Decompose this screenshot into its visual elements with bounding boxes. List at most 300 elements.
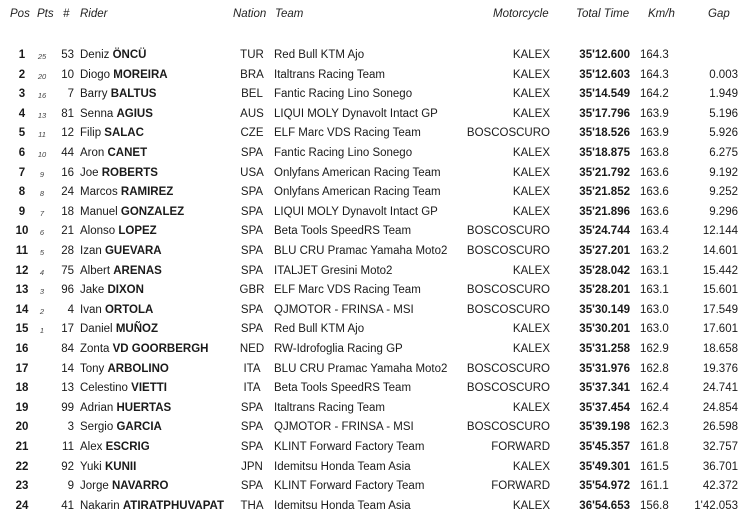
rider-name-cell: [80, 49, 146, 61]
motorcycle-cell: KALEX: [512, 186, 550, 199]
position-cell: 15: [15, 323, 29, 336]
gap-cell: 15.601: [702, 284, 738, 297]
table-row: [0, 47, 745, 67]
rider-number-cell: 11: [62, 441, 74, 453]
rider-first-name: Sergio: [80, 421, 114, 434]
gap-cell: 9.252: [709, 186, 738, 199]
rider-last-name: LOPEZ: [118, 225, 157, 238]
rider-last-name: AGIUS: [116, 107, 153, 120]
header-total-time: Total Time: [576, 8, 630, 20]
gap-cell: 1'42.053: [694, 499, 738, 512]
rider-last-name: VD GOORBERGH: [112, 343, 209, 355]
table-row: [0, 204, 745, 224]
rider-first-name: Alex: [80, 441, 103, 453]
speed-cell: 163.9: [640, 107, 669, 120]
gap-cell: 5.196: [709, 107, 738, 120]
position-cell: 21: [15, 441, 29, 453]
header-nation: Nation: [233, 8, 267, 20]
team-cell: Onlyfans American Racing Team: [274, 166, 441, 179]
rider-number-cell: 84: [61, 343, 74, 355]
speed-cell: 163.2: [640, 245, 669, 257]
gap-cell: 12.144: [702, 225, 738, 238]
rider-last-name: NAVARRO: [111, 480, 169, 493]
rider-last-name: RAMIREZ: [120, 186, 174, 199]
rider-last-name: GUEVARA: [104, 245, 162, 257]
rider-name-cell: [80, 127, 144, 139]
table-row: [0, 419, 745, 439]
speed-cell: 161.1: [640, 480, 669, 493]
speed-cell: 163.6: [640, 205, 669, 218]
nation-cell: SPA: [240, 421, 264, 434]
speed-cell: 161.8: [640, 441, 669, 453]
gap-cell: 5.926: [709, 127, 738, 140]
rider-name-cell: [80, 441, 150, 453]
position-cell: 1: [18, 49, 26, 61]
rider-last-name: MUÑOZ: [115, 323, 158, 336]
speed-cell: 163.0: [640, 303, 669, 316]
header-kmh: Km/h: [648, 8, 675, 20]
total-time-cell: 35'45.357: [579, 441, 630, 453]
rider-last-name: BALTUS: [110, 88, 157, 101]
rider-first-name: Adrian: [80, 401, 114, 414]
position-cell: 14: [15, 303, 29, 316]
team-cell: Italtrans Racing Team: [274, 68, 386, 81]
rider-name-cell: [80, 421, 162, 433]
points-cell: 4: [39, 267, 45, 277]
motorcycle-cell: KALEX: [512, 107, 550, 120]
total-time-cell: 35'12.600: [579, 49, 630, 61]
nation-cell: SPA: [240, 401, 264, 414]
table-row: [0, 125, 745, 145]
rider-number-cell: 44: [61, 147, 74, 159]
gap-cell: 18.658: [702, 343, 738, 355]
rider-name-cell: [80, 225, 157, 237]
rider-last-name: DIXON: [107, 284, 144, 297]
rider-number-cell: 41: [61, 499, 74, 512]
rider-number-cell: 24: [61, 186, 74, 199]
rider-first-name: Daniel: [80, 323, 113, 336]
team-cell: BLU CRU Pramac Yamaha Moto2: [274, 245, 448, 257]
points-cell: 8: [39, 189, 45, 199]
rider-first-name: Ivan: [80, 303, 102, 316]
nation-cell: TUR: [240, 49, 264, 61]
total-time-cell: 35'37.454: [579, 401, 630, 414]
team-cell: LIQUI MOLY Dynavolt Intact GP: [274, 107, 438, 120]
total-time-cell: 35'12.603: [579, 68, 630, 81]
nation-cell: THA: [240, 499, 264, 512]
table-row: [0, 361, 745, 381]
total-time-cell: 35'18.526: [579, 127, 630, 140]
rider-number-cell: 75: [61, 264, 74, 277]
rider-last-name: GARCIA: [116, 421, 162, 434]
total-time-cell: 35'37.341: [579, 382, 630, 395]
team-cell: ELF Marc VDS Racing Team: [274, 127, 421, 140]
position-cell: 12: [15, 264, 29, 277]
speed-cell: 162.3: [640, 421, 669, 434]
motorcycle-cell: KALEX: [512, 68, 550, 81]
total-time-cell: 35'28.042: [579, 264, 630, 277]
speed-cell: 163.1: [640, 264, 669, 277]
position-cell: 19: [15, 401, 29, 414]
rider-number-cell: 4: [67, 303, 74, 316]
position-cell: 16: [15, 343, 29, 355]
table-row: [0, 478, 745, 498]
nation-cell: GBR: [239, 284, 265, 297]
total-time-cell: 35'28.201: [579, 284, 630, 297]
gap-cell: 6.275: [709, 147, 738, 159]
team-cell: Fantic Racing Lino Sonego: [274, 147, 413, 159]
motorcycle-cell: KALEX: [512, 323, 550, 336]
points-cell: 3: [39, 287, 45, 297]
rider-first-name: Celestino: [80, 382, 128, 395]
table-row: [0, 459, 745, 479]
rider-name-cell: [80, 167, 158, 179]
nation-cell: AUS: [240, 107, 264, 120]
position-cell: 8: [18, 186, 26, 199]
rider-number-cell: 13: [61, 382, 74, 395]
motorcycle-cell: BOSCOSCURO: [466, 127, 550, 140]
table-row: [0, 400, 745, 420]
points-cell: 1: [39, 326, 45, 336]
table-row: [0, 67, 745, 87]
rider-number-cell: 14: [61, 362, 74, 375]
motorcycle-cell: KALEX: [512, 205, 550, 218]
motorcycle-cell: KALEX: [512, 264, 550, 277]
table-row: [0, 321, 745, 341]
gap-cell: 15.442: [702, 264, 738, 277]
speed-cell: 163.1: [640, 284, 669, 297]
total-time-cell: 35'39.198: [579, 421, 630, 434]
rider-first-name: Alonso: [80, 225, 116, 238]
table-row: [0, 86, 745, 106]
rider-last-name: GONZALEZ: [120, 205, 185, 218]
gap-cell: 17.549: [702, 303, 738, 316]
table-row: [0, 282, 745, 302]
nation-cell: BEL: [241, 88, 263, 101]
gap-cell: 0.003: [709, 68, 738, 81]
rider-name-cell: [80, 108, 153, 120]
total-time-cell: 35'21.852: [579, 186, 630, 199]
rider-last-name: CANET: [107, 147, 148, 159]
rider-first-name: Nakarin: [80, 499, 120, 512]
header-gap: Gap: [708, 8, 730, 20]
rider-first-name: Filip: [80, 127, 102, 140]
team-cell: BLU CRU Pramac Yamaha Moto2: [274, 362, 448, 375]
rider-number-cell: 3: [67, 421, 74, 434]
total-time-cell: 36'54.653: [579, 499, 630, 512]
team-cell: KLINT Forward Factory Team: [274, 441, 425, 453]
team-cell: Beta Tools SpeedRS Team: [274, 225, 412, 238]
points-cell: 20: [37, 71, 47, 81]
rider-last-name: ÖNCÜ: [112, 49, 147, 61]
points-cell: 13: [37, 110, 47, 120]
total-time-cell: 35'27.201: [579, 245, 630, 257]
team-cell: ITALJET Gresini Moto2: [274, 264, 393, 277]
speed-cell: 162.8: [640, 362, 669, 375]
nation-cell: SPA: [240, 186, 264, 199]
total-time-cell: 35'21.792: [579, 166, 630, 179]
rider-first-name: Senna: [80, 107, 114, 120]
rider-name-cell: [80, 461, 136, 473]
rider-number-cell: 99: [61, 401, 74, 414]
speed-cell: 156.8: [640, 499, 669, 512]
table-row: [0, 223, 745, 243]
header-rider: Rider: [80, 8, 108, 20]
nation-cell: SPA: [240, 264, 264, 277]
speed-cell: 164.3: [640, 49, 669, 61]
rider-name-cell: [80, 382, 167, 394]
rider-first-name: Barry: [80, 88, 108, 101]
header-motorcycle: Motorcycle: [493, 8, 549, 20]
gap-cell: 14.601: [702, 245, 738, 257]
position-cell: 7: [18, 166, 26, 179]
rider-name-cell: [80, 304, 153, 316]
rider-last-name: MOREIRA: [113, 68, 168, 81]
rider-name-cell: [80, 88, 156, 100]
rider-name-cell: [80, 323, 158, 335]
rider-number-cell: 96: [61, 284, 74, 297]
rider-last-name: SALAC: [104, 127, 144, 140]
speed-cell: 162.4: [640, 401, 669, 414]
nation-cell: SPA: [240, 441, 264, 453]
gap-cell: 9.192: [709, 166, 738, 179]
rider-first-name: Manuel: [80, 205, 118, 218]
motorcycle-cell: KALEX: [512, 166, 550, 179]
nation-cell: ITA: [243, 362, 261, 375]
speed-cell: 163.6: [640, 186, 669, 199]
table-row: [0, 439, 745, 459]
nation-cell: USA: [240, 166, 264, 179]
rider-first-name: Marcos: [80, 186, 118, 199]
rider-first-name: Deniz: [80, 49, 110, 61]
speed-cell: 161.5: [640, 460, 669, 473]
speed-cell: 164.2: [640, 88, 669, 101]
motorcycle-cell: BOSCOSCURO: [466, 421, 550, 434]
position-cell: 20: [15, 421, 29, 434]
nation-cell: SPA: [240, 303, 264, 316]
table-row: [0, 165, 745, 185]
gap-cell: 42.372: [702, 480, 738, 493]
nation-cell: SPA: [240, 480, 264, 493]
rider-number-cell: 81: [61, 107, 74, 120]
position-cell: 11: [15, 245, 29, 257]
points-cell: 16: [37, 91, 47, 101]
team-cell: Fantic Racing Lino Sonego: [274, 88, 413, 101]
position-cell: 22: [15, 460, 29, 473]
rider-last-name: ROBERTS: [101, 166, 158, 179]
rider-first-name: Aron: [80, 147, 105, 159]
rider-first-name: Jorge: [80, 480, 109, 493]
motorcycle-cell: BOSCOSCURO: [466, 225, 550, 238]
rider-first-name: Zonta: [80, 343, 110, 355]
motorcycle-cell: FORWARD: [491, 441, 550, 453]
total-time-cell: 35'31.258: [579, 343, 630, 355]
speed-cell: 163.0: [640, 323, 669, 336]
table-row: [0, 341, 745, 361]
table-row: [0, 184, 745, 204]
rider-first-name: Jake: [80, 284, 105, 297]
nation-cell: NED: [239, 343, 265, 355]
rider-name-cell: [80, 245, 162, 257]
table-row: [0, 263, 745, 283]
motorcycle-cell: KALEX: [512, 88, 550, 101]
rider-last-name: ATIRATPHUVAPAT: [122, 499, 224, 512]
points-cell: 11: [38, 130, 46, 140]
motorcycle-cell: KALEX: [512, 147, 550, 159]
rider-number-cell: 16: [61, 166, 74, 179]
team-cell: Italtrans Racing Team: [274, 401, 386, 414]
total-time-cell: 35'49.301: [579, 460, 630, 473]
team-cell: Onlyfans American Racing Team: [274, 186, 441, 199]
speed-cell: 162.4: [640, 382, 669, 395]
rider-last-name: ESCRIG: [105, 441, 150, 453]
points-cell: 5: [39, 248, 45, 257]
nation-cell: SPA: [240, 245, 264, 257]
rider-name-cell: [80, 500, 224, 512]
position-cell: 6: [18, 147, 26, 159]
total-time-cell: 35'24.744: [579, 225, 630, 238]
rider-number-cell: 92: [61, 460, 74, 473]
speed-cell: 162.9: [640, 343, 669, 355]
team-cell: Beta Tools SpeedRS Team: [274, 382, 412, 395]
position-cell: 17: [15, 362, 29, 375]
team-cell: Red Bull KTM Ajo: [274, 323, 365, 336]
nation-cell: BRA: [240, 68, 264, 81]
rider-first-name: Izan: [80, 245, 102, 257]
gap-cell: 17.601: [702, 323, 738, 336]
header-pos: Pos: [10, 8, 30, 20]
gap-cell: 36.701: [702, 460, 738, 473]
motorcycle-cell: KALEX: [512, 49, 550, 61]
rider-first-name: Albert: [80, 264, 111, 277]
rider-number-cell: 7: [67, 88, 74, 101]
position-cell: 24: [15, 499, 29, 512]
rider-number-cell: 10: [61, 68, 74, 81]
position-cell: 13: [15, 284, 29, 297]
results-header-row: [0, 0, 745, 30]
total-time-cell: 35'21.896: [579, 205, 630, 218]
motorcycle-cell: BOSCOSCURO: [466, 303, 550, 316]
motorcycle-cell: KALEX: [512, 460, 550, 473]
team-cell: ELF Marc VDS Racing Team: [274, 284, 421, 297]
table-row: [0, 145, 745, 165]
motorcycle-cell: KALEX: [512, 343, 550, 355]
gap-cell: 32.757: [702, 441, 738, 453]
speed-cell: 163.9: [640, 127, 669, 140]
position-cell: 2: [18, 68, 26, 81]
gap-cell: 26.598: [702, 421, 738, 434]
motorcycle-cell: KALEX: [512, 401, 550, 414]
position-cell: 5: [18, 127, 26, 140]
rider-name-cell: [80, 206, 184, 218]
nation-cell: SPA: [240, 205, 264, 218]
team-cell: Idemitsu Honda Team Asia: [274, 499, 411, 512]
total-time-cell: 35'18.875: [579, 147, 630, 159]
table-row: [0, 106, 745, 126]
team-cell: Red Bull KTM Ajo: [274, 49, 365, 61]
table-row: [0, 380, 745, 400]
header-team: Team: [275, 8, 304, 20]
rider-last-name: HUERTAS: [116, 401, 172, 414]
position-cell: 4: [18, 107, 26, 120]
speed-cell: 164.3: [640, 68, 669, 81]
points-cell: 10: [37, 150, 47, 159]
table-row: [0, 302, 745, 322]
total-time-cell: 35'14.549: [579, 88, 630, 101]
motorcycle-cell: BOSCOSCURO: [466, 362, 550, 375]
rider-last-name: KUNII: [104, 460, 137, 473]
motorcycle-cell: BOSCOSCURO: [466, 245, 550, 257]
points-cell: 7: [39, 208, 45, 218]
nation-cell: CZE: [240, 127, 264, 140]
nation-cell: SPA: [240, 147, 264, 159]
motorcycle-cell: KALEX: [512, 499, 550, 512]
total-time-cell: 35'30.149: [579, 303, 630, 316]
gap-cell: 9.296: [709, 205, 738, 218]
rider-name-cell: [80, 147, 147, 159]
rider-name-cell: [80, 284, 144, 296]
team-cell: QJMOTOR - FRINSA - MSI: [274, 421, 414, 434]
rider-name-cell: [80, 343, 208, 355]
rider-number-cell: 9: [67, 480, 74, 493]
team-cell: LIQUI MOLY Dynavolt Intact GP: [274, 205, 438, 218]
header-pts: Pts: [37, 8, 54, 20]
rider-name-cell: [80, 480, 168, 492]
rider-name-cell: [80, 265, 162, 277]
position-cell: 18: [15, 382, 29, 395]
rider-last-name: VIETTI: [131, 382, 167, 395]
points-cell: 6: [39, 228, 45, 238]
gap-cell: 1.949: [709, 88, 738, 101]
rider-first-name: Yuki: [80, 460, 102, 473]
motorcycle-cell: FORWARD: [491, 480, 550, 493]
table-row: [0, 498, 745, 518]
header-number: #: [63, 8, 70, 20]
rider-number-cell: 28: [61, 245, 74, 257]
total-time-cell: 35'31.976: [579, 362, 630, 375]
motorcycle-cell: BOSCOSCURO: [466, 284, 550, 297]
rider-last-name: ORTOLA: [104, 303, 154, 316]
gap-cell: 19.376: [702, 362, 738, 375]
rider-name-cell: [80, 69, 168, 81]
position-cell: 9: [18, 205, 26, 218]
rider-name-cell: [80, 363, 169, 375]
position-cell: 3: [18, 88, 26, 101]
nation-cell: SPA: [240, 225, 264, 238]
table-row: [0, 243, 745, 263]
rider-first-name: Diogo: [80, 68, 111, 81]
points-cell: 9: [39, 169, 45, 179]
speed-cell: 163.4: [640, 225, 669, 238]
team-cell: RW-Idrofoglia Racing GP: [274, 343, 403, 355]
position-cell: 10: [15, 225, 29, 238]
nation-cell: JPN: [241, 460, 263, 473]
rider-number-cell: 17: [61, 323, 74, 336]
nation-cell: ITA: [243, 382, 261, 395]
rider-last-name: ARBOLINO: [107, 362, 169, 375]
gap-cell: 24.854: [702, 401, 738, 414]
team-cell: Idemitsu Honda Team Asia: [274, 460, 411, 473]
speed-cell: 163.6: [640, 166, 669, 179]
rider-name-cell: [80, 402, 171, 414]
rider-name-cell: [80, 186, 173, 198]
motorcycle-cell: BOSCOSCURO: [466, 382, 550, 395]
total-time-cell: 35'17.796: [579, 107, 630, 120]
rider-number-cell: 53: [61, 49, 74, 61]
rider-number-cell: 21: [61, 225, 74, 238]
total-time-cell: 35'54.972: [579, 480, 630, 493]
total-time-cell: 35'30.201: [579, 323, 630, 336]
